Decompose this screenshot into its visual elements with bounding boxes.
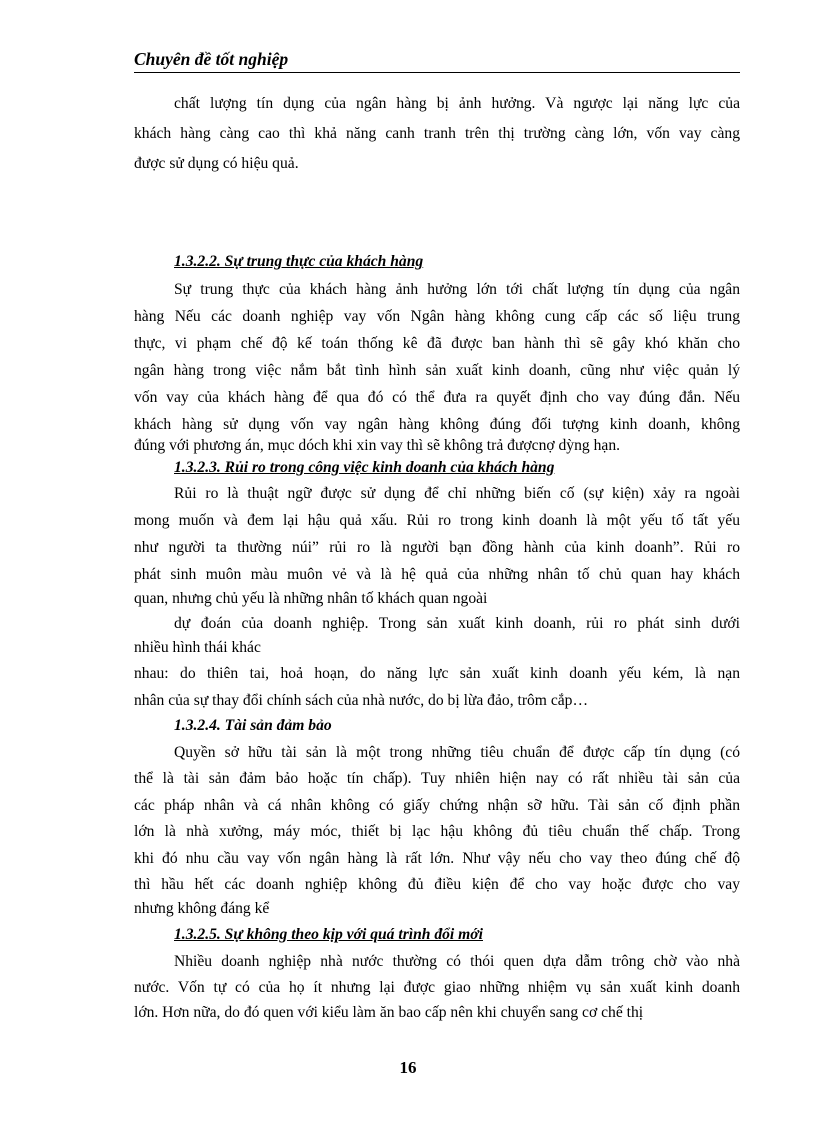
header-title: Chuyên đề tốt nghiệp: [134, 49, 289, 69]
section-heading-1324: 1.3.2.4. Tài sản đảm bảo: [174, 717, 332, 734]
paragraph-line: nước. Vốn tự có của họ ít nhưng lại được giao những nhiệm vụ sản xuất kinh doanh: [134, 979, 740, 996]
paragraph-line: phát sinh muôn màu muôn vẻ và là hệ quả của những nhân tố chủ quan hay khách: [134, 566, 740, 583]
paragraph-line: vốn vay của khách hàng để qua đó có thể đưa ra quyết định cho vay đúng đắn. Nếu: [134, 389, 740, 406]
paragraph-line: được sử dụng có hiệu quả.: [134, 155, 299, 172]
paragraph-line: khi đó nhu cầu vay vốn ngân hàng là rất lớn. Như vậy nếu cho vay theo đúng chế độ: [134, 850, 740, 867]
page-header: [134, 48, 740, 73]
paragraph-line: Nhiều doanh nghiệp nhà nước thường có thói quen dựa dẫm trông chờ vào nhà: [174, 953, 740, 970]
paragraph-line: nhau: do thiên tai, hoả hoạn, do năng lực sản xuất kinh doanh yếu kém, là nạn: [134, 665, 740, 682]
paragraph-line: thực, vi phạm chế độ kế toán thống kê đã được ban hành thì sẽ gây khó khăn cho: [134, 335, 740, 352]
paragraph-line: như người ta thường núi” rủi ro là người bạn đồng hành của kinh doanh”. Rủi ro: [134, 539, 740, 556]
paragraph-line: đúng với phương án, mục dóch khi xin vay thì sẽ không trả đượcnợ dỳng hạn.: [134, 437, 621, 454]
paragraph-line: khách hàng sử dụng vốn vay ngân hàng không đúng đối tượng kinh doanh, không: [134, 416, 740, 433]
page-number: 16: [399, 1058, 417, 1077]
paragraph-line: nhiều hình thái khác: [134, 639, 261, 656]
section-heading-1322: 1.3.2.2. Sự trung thực của khách hàng: [174, 253, 424, 270]
paragraph-line: mong muốn và đem lại hậu quả xấu. Rủi ro trong kinh doanh là một yếu tố tất yếu: [134, 512, 740, 529]
paragraph-line: hàng Nếu các doanh nghiệp vay vốn Ngân hàng không cung cấp các số liệu trung: [134, 308, 740, 325]
paragraph-line: thì hầu hết các doanh nghiệp không đủ điều kiện để cho vay hoặc được cho vay: [134, 876, 740, 893]
paragraph-line: Quyền sở hữu tài sản là một trong những tiêu chuẩn để được cấp tín dụng (có: [174, 744, 740, 761]
paragraph-line: chất lượng tín dụng của ngân hàng bị ảnh hưởng. Và ngược lại năng lực của: [174, 95, 740, 112]
paragraph-line: lớn là nhà xưởng, máy móc, thiết bị lạc hậu không đủ tiêu chuẩn thế chấp. Trong: [134, 823, 740, 840]
paragraph-line: lớn. Hơn nữa, do đó quen với kiểu làm ăn bao cấp nên khi chuyển sang cơ chế thị: [134, 1004, 644, 1021]
section-heading-1325: 1.3.2.5. Sự không theo kịp với quá trình đổi mới: [174, 926, 483, 943]
section-heading-1323: 1.3.2.3. Rủi ro trong công việc kinh doanh của khách hàng: [174, 459, 555, 476]
paragraph-line: các pháp nhân và cá nhân không có giấy chứng nhận sỡ hữu. Tài sản cố định phần: [134, 797, 740, 814]
paragraph-line: Rủi ro là thuật ngữ được sử dụng để chỉ những biến cố (sự kiện) xảy ra ngoài: [174, 485, 740, 502]
paragraph-line: Sự trung thực của khách hàng ảnh hưởng lớn tới chất lượng tín dụng của ngân: [174, 281, 740, 298]
paragraph-line: dự đoán của doanh nghiệp. Trong sản xuất kinh doanh, rủi ro phát sinh dưới: [174, 615, 740, 632]
paragraph-line: quan, nhưng chủ yếu là những nhân tố khách quan ngoài: [134, 590, 488, 607]
paragraph-line: khách hàng càng cao thì khả năng canh tranh trên thị trường càng lớn, vốn vay càng: [134, 125, 740, 142]
paragraph-line: nhưng không đáng kể: [134, 900, 270, 917]
paragraph-line: nhân của sự thay đổi chính sách của nhà nước, do bị lừa đảo, trôm cắp…: [134, 692, 589, 709]
paragraph-line: ngân hàng trong việc nắm bắt tình hình sản xuất kinh doanh, cũng như việc quản lý: [134, 362, 740, 379]
paragraph-line: thể là tài sản đảm bảo hoặc tín chấp). Tuy nhiên hiện nay có rất nhiều tài sản của: [134, 770, 740, 787]
